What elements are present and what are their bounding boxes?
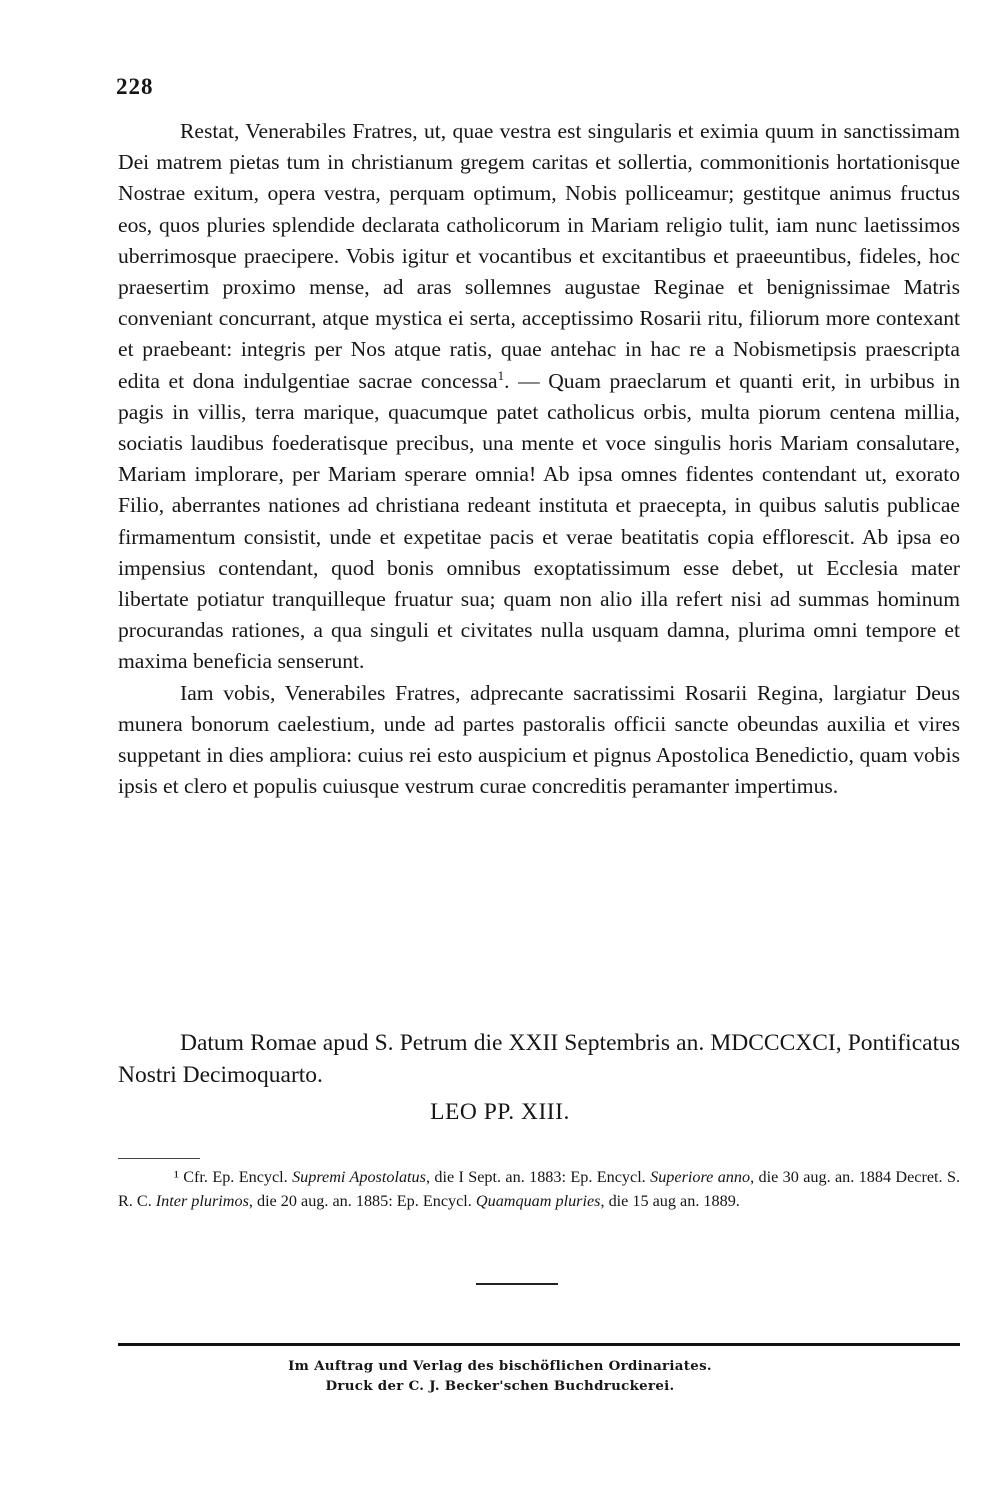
- footnote-text-4: , die 20 aug. an. 1885: Ep. Encycl.: [248, 1191, 476, 1210]
- footnote: [118, 1166, 960, 1213]
- encyclical-body: [118, 116, 960, 802]
- imprint-publisher-line: Im Auftrag und Verlag des bischöflichen Ordinariates.: [288, 1358, 712, 1374]
- footnote-reference: 1: [497, 367, 505, 383]
- imprint-divider: [118, 1343, 960, 1346]
- footnote-divider: [118, 1158, 200, 1159]
- footnote-text-5: , die 15 aug an. 1889.: [600, 1191, 740, 1210]
- dating-line: Datum Romae apud S. Petrum die XXII Septembris an. MDCCCXCI, Pontificatus Nostri Decimoquarto.: [118, 1030, 960, 1088]
- paragraph-exhortation-text-a: Restat, Venerabiles Fratres, ut, quae vestra est singularis et eximia quum in sanctissimam Dei matrem pietas tum in christianum gregem caritas et sollertia, commonitionis hortationisque Nostrae exitum, opera vestra, perquam optimum, Nobis polliceamur; gestitque animus fructus eos, quos pluries splendide declarata catholicorum in Mariam religio tulit, iam nunc laetissimos uberrimosque praecipere. Vobis igitur et vocantibus et excitantibus et praeeuntibus, fideles, hoc praesertim proximo mense, ad aras sollemnes augustae Reginae et benignissimae Matris conveniant concurrant, atque mystica ei serta, acceptissimo Rosarii ritu, filiorum more contexant et praebeant: integris per Nos atque ratis, quae antehac in hac re a Nobismetipsis praescripta edita et dona indulgentiae sacrae concessa: [118, 119, 960, 393]
- closing-block: [118, 1027, 960, 1091]
- paragraph-exhortation: [118, 116, 960, 678]
- paragraph-exhortation-text-b: . — Quam praeclarum et quanti erit, in urbibus in pagis in villis, terra marique, quacumque patet catholicus orbis, multa piorum centena millia, sociatis laudibus foederatisque precibus, una mente et voce singulis horis Mariam consalutare, Mariam implorare, per Mariam sperare omnia! Ab ipsa omnes fidentes contendant ut, exorato Filio, aberrantes nationes ad christiana redeant instituta et praecepta, in quibus salutis publicae firmamentum consistit, unde et expetitae pacis et verae beatitatis copia efflorescit. Ab ipsa eo impensius contendant, quod bonis omnibus exoptatissimum esse debet, ut Ecclesia mater libertate potiatur tranquilleque fruatur sua; quam non alio illa refert nisi ad summas hominum procurandas rationes, a qua singuli et civitates nulla usquam damna, plurima omni tempore et maxima beneficia senserunt.: [118, 368, 960, 674]
- footnote-title-inter: Inter plurimos: [155, 1191, 249, 1210]
- footnote-title-superiore: Superiore anno: [650, 1168, 751, 1186]
- printer-imprint: [0, 1356, 1000, 1396]
- papal-signature: LEO PP. XIII.: [430, 1099, 570, 1125]
- footnote-title-quamquam: Quamquam pluries: [475, 1191, 601, 1210]
- footnote-text-2: , die I Sept. an. 1883: Ep. Encycl.: [425, 1168, 651, 1186]
- footnote-marker: ¹: [174, 1168, 179, 1186]
- paragraph-benediction: Iam vobis, Venerabiles Fratres, adprecante sacratissimi Rosarii Regina, largiatur Deus munera bonorum caelestium, unde ad partes pastoralis officii sancte obeundas auxilia et vires suppetant in dies ampliora: cuius rei esto auspicium et pignus Apostolica Benedictio, quam vobis ipsis et clero et populis cuiusque vestrum curae concreditis peramanter impertimus.: [118, 680, 960, 799]
- footnote-text-1: Cfr. Ep. Encycl.: [178, 1168, 293, 1186]
- end-of-text-divider: [476, 1283, 558, 1285]
- footnote-text-3: , die 30 aug. an. 1884 Decret. S. R. C.: [118, 1168, 960, 1210]
- page-number: 228: [116, 74, 154, 99]
- imprint-printer-line: Druck der C. J. Becker'schen Buchdruckerei.: [325, 1378, 675, 1394]
- footnote-title-supremi: Supremi Apostolatus: [292, 1168, 426, 1186]
